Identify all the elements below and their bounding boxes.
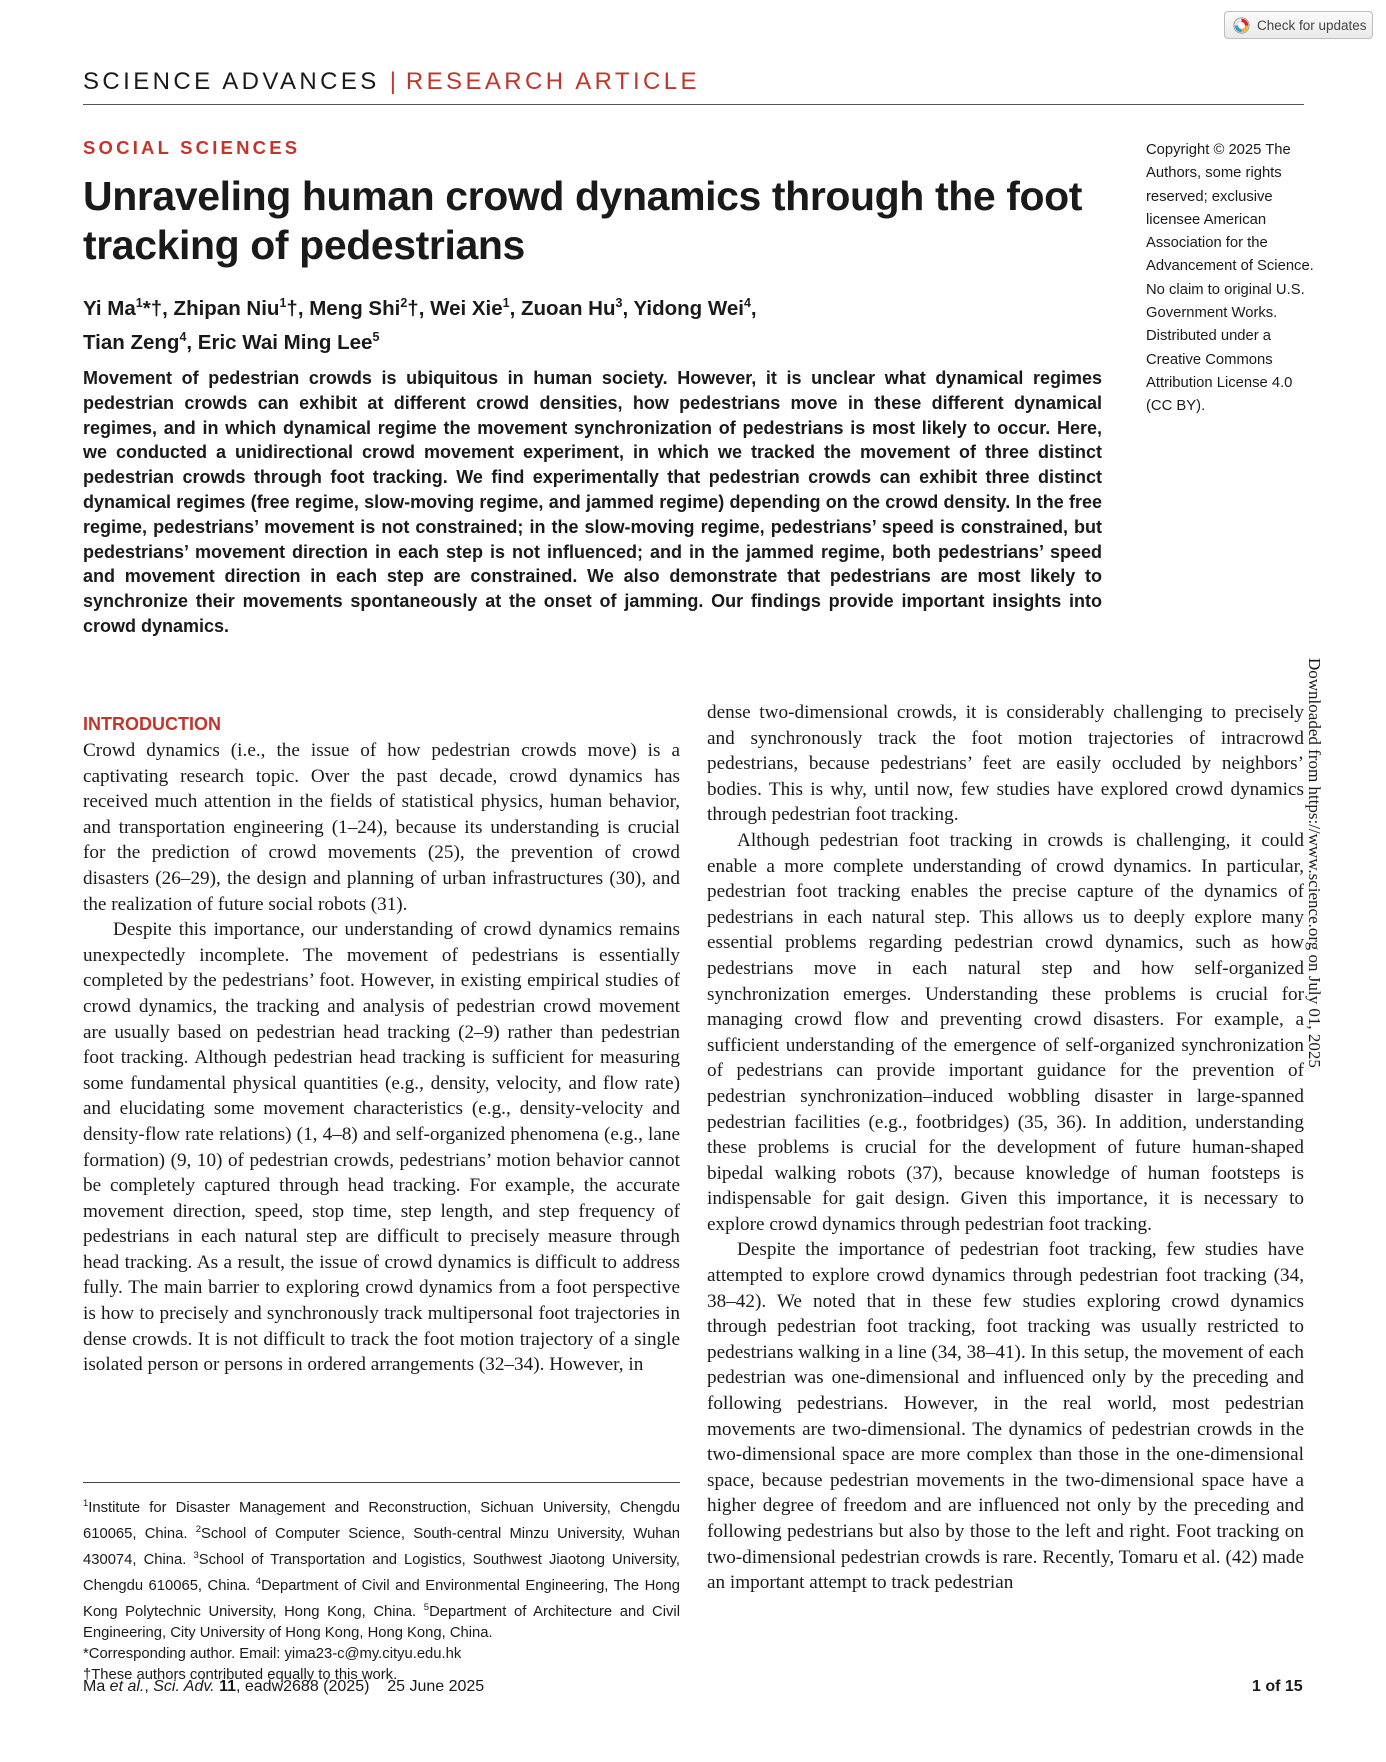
section-label: SOCIAL SCIENCES	[83, 137, 301, 158]
author-affiliation-mark: 3	[615, 296, 623, 310]
footer-author: Ma	[83, 1678, 110, 1695]
footnote-rule	[83, 1482, 680, 1483]
affiliation-number: 2	[195, 1523, 202, 1535]
article-title: Unraveling human crowd dynamics through the foot tracking of pedestrians	[83, 173, 1083, 268]
footer-date: 25 June 2025	[387, 1678, 485, 1695]
author-note-mark: *†	[142, 296, 163, 320]
download-note: Downloaded from https://www.science.org on July 01, 2025	[1305, 658, 1324, 1068]
affiliation-text: School of Transportation and Logistics, Southwest Jiaotong University, Chengdu 610065, China.	[83, 1551, 681, 1594]
abstract: Movement of pedestrian crowds is ubiquitous in human society. However, it is unclear what dynamical regimes pedestrian crowds can exhibit at different crowd densities, how pedestrians move in these different dynamical regimes, and in which dynamical regime the movement synchronization of pedestrians is most likely to occur. Here, we conducted a unidirectional crowd movement experiment, in which we tracked the movement of three distinct pedestrian crowds through foot tracking. We find experimentally that pedestrian crowds can exhibit three distinct dynamical regimes (free regime, slow-moving regime, and jammed regime) depending on the crowd density. In the free regime, pedestrians’ movement is not constrained; in the slow-moving regime, pedestrians’ speed is constrained, but pedestrians’ movement direction in each step is not influenced; and in the jammed regime, both pedestrians’ speed and movement direction in each step are constrained. We also demonstrate that pedestrians are most likely to synchronize their movements spontaneously at the onset of jamming. Our findings provide important insights into crowd dynamics.	[83, 368, 1102, 636]
body-paragraph: Despite the importance of pedestrian foot tracking, few studies have attempted to explore crowd dynamics through pedestrian foot tracking (34, 38–42). We noted that in these few studies exploring crowd dynamics through pedestrian foot tracking, foot tracking was usually restricted to pedestrians walking in a line (34, 38–41). In this setup, the movement of each pedestrian was one-dimensional and influenced only by the preceding and following pedestrians. However, in the real world, most pedestrian movements are two-dimensional. The dynamics of pedestrian crowds in the two-dimensional space are more complex than those in the one-dimensional space, because pedestrian movements in the two-dimensional space have a higher degree of freedom and are influenced not only by the preceding and following pedestrians but also by those to the left and right. Foot tracking on two-dimensional pedestrian crowds is rare. Recently, Tomaru et al. (42) made an important attempt to track pedestrian	[707, 1239, 1304, 1594]
author-affiliation-mark: 2	[400, 296, 408, 310]
affiliation-text: School of Computer Science, South-central Minzu University, Wuhan 430074, China.	[83, 1525, 680, 1568]
body-column-left	[83, 713, 680, 1378]
body-column-right	[707, 700, 1304, 1596]
author-name: Wei Xie	[430, 296, 503, 320]
author-name: Meng Shi	[309, 296, 401, 320]
affiliation-number: 1	[83, 1498, 89, 1509]
journal-header	[83, 68, 700, 96]
affiliation-text: Department of Civil and Environmental Engineering, The Hong Kong Polytechnic University, Hong Kong, China.	[83, 1577, 680, 1620]
footer-journal: Sci. Adv.	[153, 1678, 215, 1695]
author-note-mark: †	[286, 296, 298, 320]
author-affiliation-mark: 1	[279, 296, 287, 310]
author-affiliation-mark: 5	[372, 329, 380, 344]
author-name: Zhipan Niu	[173, 296, 280, 320]
check-for-updates-button[interactable]	[1224, 11, 1373, 39]
section-heading-introduction: INTRODUCTION	[83, 714, 221, 734]
footer-etal: et al.	[109, 1678, 145, 1695]
affiliation-number: 3	[193, 1549, 199, 1561]
header-rule	[83, 104, 1304, 105]
article-type: RESEARCH ARTICLE	[405, 68, 700, 95]
copyright-notice: Copyright © 2025 The Authors, some rights reserved; exclusive licensee American Association for the Advancement of Science. No claim to original U.S. Government Works. Distributed under a Creative Commons Attribution License 4.0 (CC BY).	[1146, 142, 1314, 415]
author-name: Eric Wai Ming Lee	[197, 330, 373, 354]
affiliations	[83, 1493, 680, 1644]
body-paragraph: Although pedestrian foot tracking in crowds is challenging, it could enable a more complete understanding of crowd dynamics. In particular, pedestrian foot tracking enables the precise capture of the dynamics of pedestrians in each natural step. This allows us to deeply explore many essential problems regarding pedestrian crowd dynamics, such as how pedestrians move in each natural step and how self-organized synchronization emerges. Understanding these problems is crucial for managing crowd flow and preventing crowd disasters. For example, a sufficient understanding of the emergence of self-organized synchronization of pedestrians can provide important guidance for the prevention of pedestrian synchronization–induced wobbling disaster in large-spanned pedestrian facilities (e.g., footbridges) (35, 36). In addition, understanding these problems is crucial for the development of future human-shaped bipedal walking robots (37), because knowledge of human footsteps is indispensable for gait design. Given this importance, it is necessary to explore crowd dynamics through pedestrian foot tracking.	[707, 829, 1304, 1235]
affiliation-number: 5	[423, 1601, 430, 1613]
body-paragraph: dense two-dimensional crowds, it is considerably challenging to precisely and synchronously track the foot motion trajectories of intracrowd pedestrians, because pedestrians’ feet are easily occluded by neighbors’ bodies. This is why, until now, few studies have explored crowd dynamics through pedestrian foot tracking.	[707, 702, 1304, 826]
author-affiliation-mark: 4	[179, 329, 187, 344]
author-name: Yidong Wei	[633, 296, 744, 320]
check-for-updates-label: Check for updates	[1257, 17, 1367, 33]
footnotes	[83, 1493, 680, 1686]
header-separator: |	[389, 68, 396, 95]
author-name: Tian Zeng	[83, 330, 180, 354]
affiliation-text: Institute for Disaster Management and Reconstruction, Sichuan University, Chengdu 610065, China.	[83, 1499, 680, 1542]
author-affiliation-mark: 1	[502, 296, 510, 310]
footer-citation: Ma et al., Sci. Adv. 11, eadw2688 (2025) 25 June 2025	[83, 1678, 485, 1695]
author-name: Zuoan Hu	[521, 296, 616, 320]
author-name: Yi Ma	[83, 296, 136, 320]
affiliation-text: Department of Architecture and Civil Engineering, City University of Hong Kong, Hong Kong, China.	[83, 1603, 681, 1641]
author-note-mark: †	[407, 296, 419, 320]
footer-article-id: , eadw2688 (2025)	[235, 1678, 370, 1695]
author-affiliation-mark: 1	[135, 296, 143, 310]
corresponding-author-note: *Corresponding author. Email: yima23-c@my.cityu.edu.hk	[83, 1645, 462, 1662]
author-list: Yi Ma$^1$*†, Zhipan Niu$^1$†, Meng Shi$^2$†, Wei Xie$^1$, Zuoan Hu$^3$, Yidong Wei$^4$, Tian Zeng$^4$, Eric Wai Ming Lee$^5$	[83, 296, 757, 354]
affiliation-number: 4	[255, 1575, 262, 1587]
author-affiliation-mark: 4	[743, 296, 751, 310]
journal-name: SCIENCE ADVANCES	[83, 68, 380, 95]
body-paragraph: Despite this importance, our understanding of crowd dynamics remains unexpectedly incomplete. The movement of pedestrians is essentially completed by the pedestrians’ foot. However, in existing empirical studies of crowd dynamics, the tracking and analysis of pedestrian crowd movement are usually based on pedestrian head tracking (2–9) rather than pedestrian foot tracking. Although pedestrian head tracking is sufficient for measuring some fundamental physical quantities (e.g., density, velocity, and flow rate) and elucidating some movement characteristics (e.g., density-velocity and density-flow rate relations) (1, 4–8) and self-organized phenomena (e.g., lane formation) (9, 10) of pedestrian crowds, pedestrians’ motion behavior cannot be completely captured through head tracking. For example, the accurate movement direction, speed, stop time, step length, and step frequency of pedestrians in each natural step are difficult to precisely measure through head tracking. As a result, the issue of crowd dynamics is difficult to address fully. The main barrier to exploring crowd dynamics from a foot perspective is how to precisely and synchronously track multipersonal foot trajectories in dense crowds. It is not difficult to track the foot motion trajectory of a single isolated person or persons in ordered arrangements (32–34). However, in	[83, 919, 680, 1376]
footer-volume: 11	[219, 1678, 236, 1695]
equal-contribution-note: †These authors contributed equally to this work.	[83, 1666, 398, 1683]
body-paragraph: Crowd dynamics (i.e., the issue of how pedestrian crowds move) is a captivating research topic. Over the past decade, crowd dynamics has received much attention in the fields of statistical physics, human behavior, and transportation engineering (1–24), because its understanding is crucial for the prediction of crowd movements (25), the prevention of crowd disasters (26–29), the design and planning of urban infrastructures (30), and the realization of future social robots (31).	[83, 740, 680, 915]
crossmark-icon	[1233, 17, 1250, 34]
page-number: 1 of 15	[1252, 1678, 1303, 1695]
